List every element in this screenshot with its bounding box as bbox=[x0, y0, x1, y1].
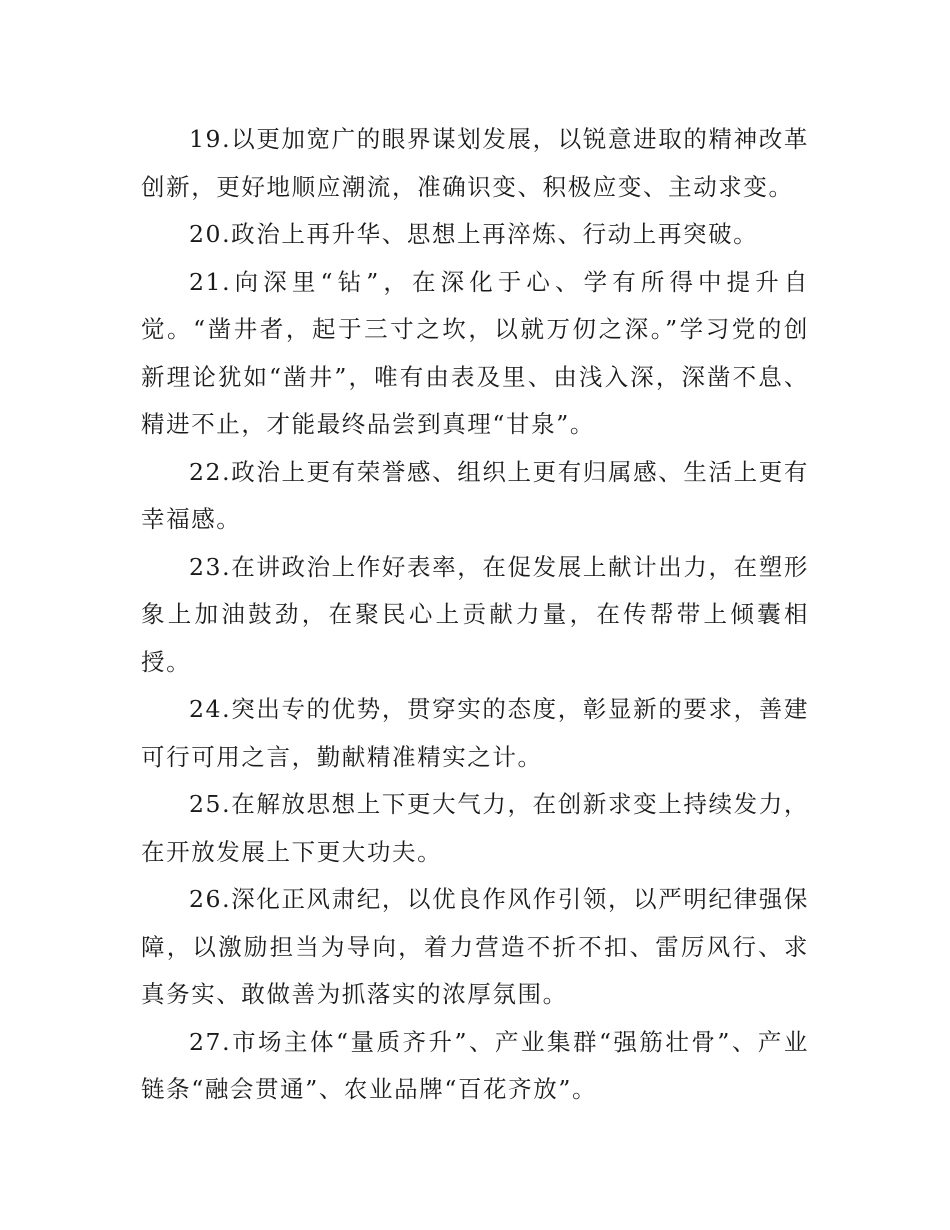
document-body bbox=[141, 116, 809, 1114]
paragraph-24: 24.突出专的优势，贯穿实的态度，彰显新的要求，善建可行可用之言，勤献精准精实之计。 bbox=[141, 695, 809, 771]
paragraph-23: 23.在讲政治上作好表率，在促发展上献计出力，在塑形象上加油鼓劲，在聚民心上贡献力量，在传帮带上倾囊相授。 bbox=[141, 552, 809, 676]
paragraph-25: 25.在解放思想上下更大气力，在创新求变上持续发力，在开放发展上下更大功夫。 bbox=[141, 790, 809, 866]
paragraph-26: 26.深化正风肃纪，以优良作风作引领，以严明纪律强保障，以激励担当为导向，着力营造不折不扣、雷厉风行、求真务实、敢做善为抓落实的浓厚氛围。 bbox=[141, 885, 809, 1008]
paragraph-19: 19.以更加宽广的眼界谋划发展，以锐意进取的精神改革创新，更好地顺应潮流，准确识变、积极应变、主动求变。 bbox=[141, 125, 809, 201]
paragraph-22: 22.政治上更有荣誉感、组织上更有归属感、生活上更有幸福感。 bbox=[141, 457, 809, 533]
paragraph-20: 20.政治上再升华、思想上再淬炼、行动上再突破。 bbox=[189, 220, 759, 248]
paragraph-21: 21.向深里“钻”，在深化于心、学有所得中提升自觉。“凿井者，起于三寸之坎，以就万仞之深。”学习党的创新理论犹如“凿井”，唯有由表及里、由浅入深，深凿不息、精进不止，才能最终品尝到真理“甘泉”。 bbox=[141, 267, 809, 438]
paragraph-27: 27.市场主体“量质齐升”、产业集群“强筋壮骨”、产业链条“融会贯通”、农业品牌“百花齐放”。 bbox=[141, 1027, 809, 1103]
